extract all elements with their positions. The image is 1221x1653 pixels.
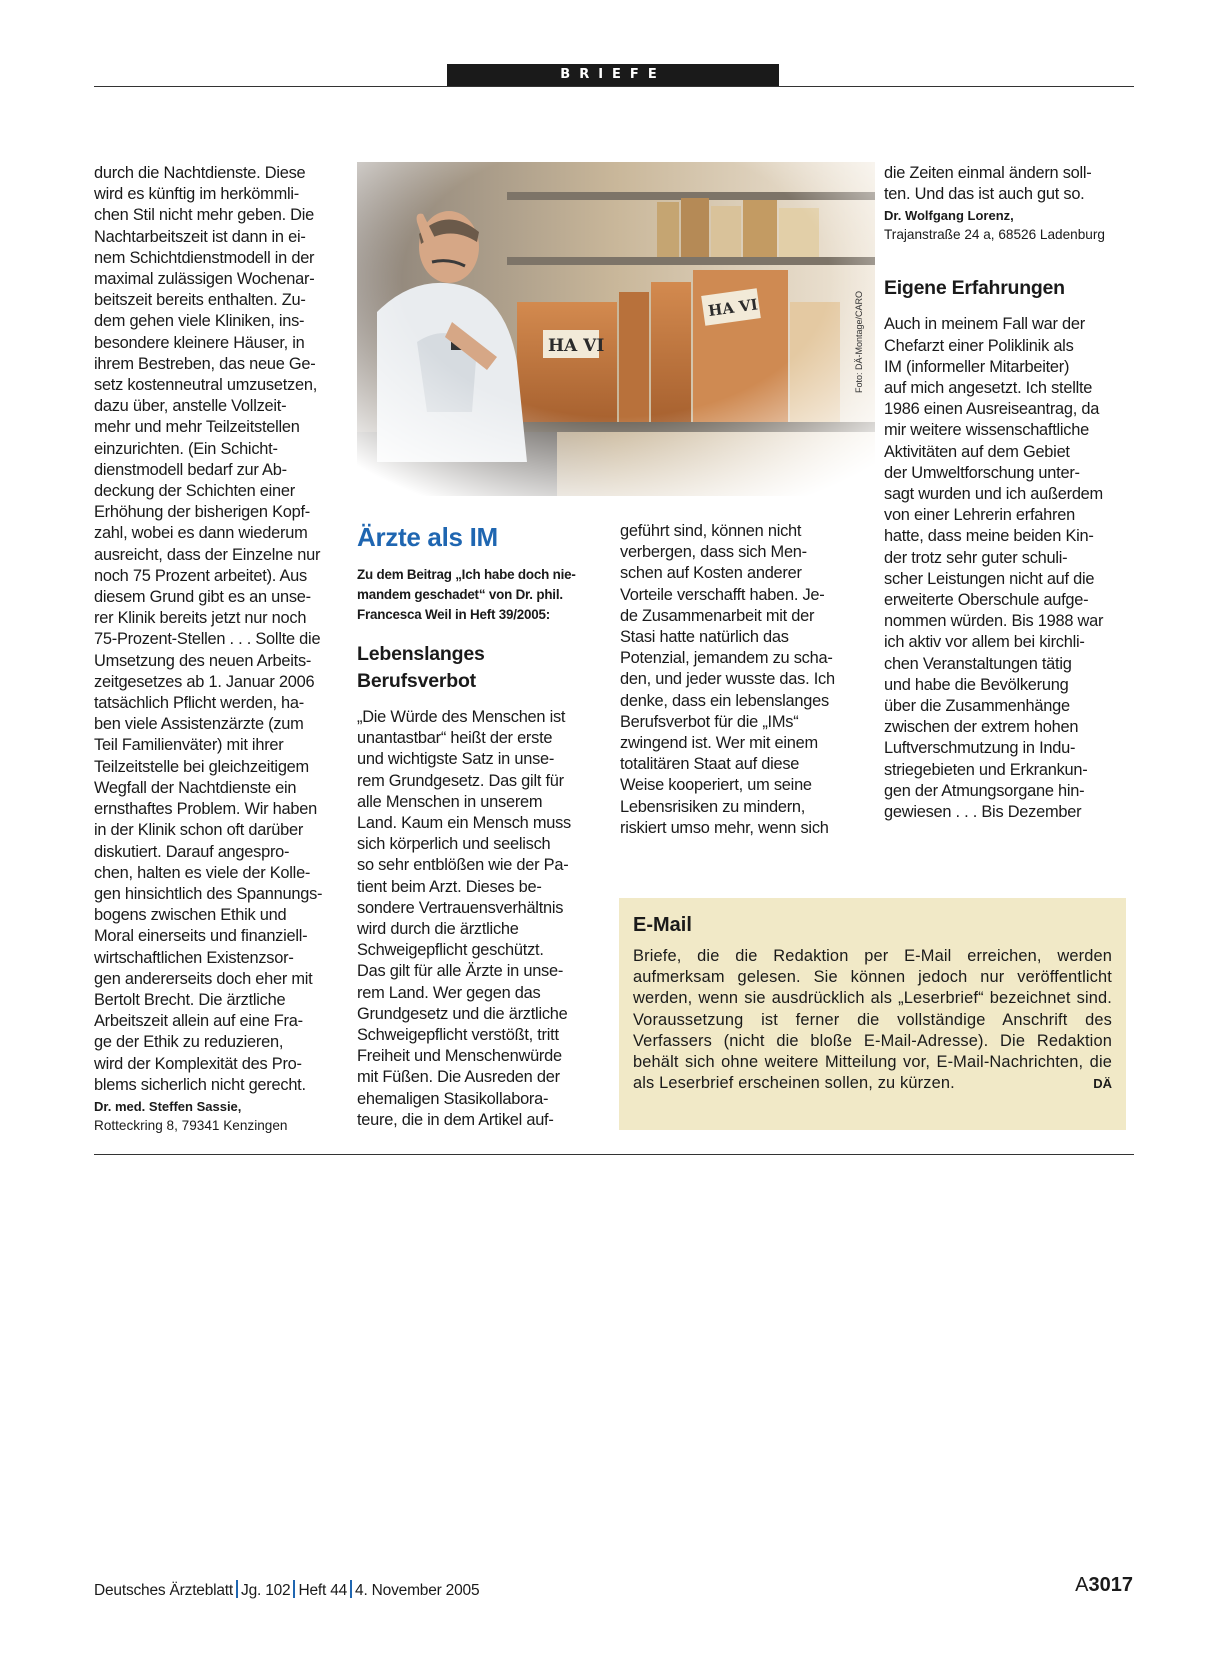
photo-credit: Foto: DÄ-Montage/CARO [854, 290, 864, 393]
letter-lorenz-and-eigene [884, 163, 1134, 823]
footer-separator [236, 1580, 238, 1598]
letter-body-part1: „Die Würde des Menschen ist unantastbar“ heißt der erste und wichtigste Satz in unse- rem Grundgesetz. Das gilt für alle Menschen in unserem Land. Kaum ein Mensch muss sich körperlich und seelisch so sehr entblößen wie der Pa- tient beim Arzt. Dieses be- sondere Vertrauensverhältnis wird durch die ärztliche Schweigepflicht geschützt. Das gilt für alle Ärzte in unse- rem Land. Wer gegen das Grundgesetz und die ärztliche Schweigepflicht verstößt, tritt Freiheit und Menschenwürde mit Füßen. Die Ausreden der ehemaligen Stasikollabora- teure, die in dem Artikel auf- [357, 708, 571, 1129]
letter-body-part3: die Zeiten einmal ändern soll- ten. Und das ist auch gut so. [884, 164, 1092, 204]
footer-volume: Jg. 102 [241, 1582, 291, 1599]
article-headline: Ärzte als IM [357, 522, 498, 552]
letter-eigene-subhead: Eigene Erfahrungen [884, 277, 1065, 300]
footer-date: 4. November 2005 [355, 1582, 480, 1599]
article-lead: Zu dem Beitrag „Ich habe doch nie- mandem geschadet“ von Dr. phil. Francesca Weil in Heft 39/2005: [357, 567, 576, 622]
letter-sassie-address: Rotteckring 8, 79341 Kenzingen [94, 1117, 288, 1133]
section-header: BRIEFE [447, 64, 779, 86]
top-rule [94, 86, 1134, 87]
letter-lorenz-address: Trajanstraße 24 a, 68526 Ladenburg [884, 227, 1105, 243]
footer-separator [350, 1580, 352, 1598]
page-number [1075, 1574, 1133, 1597]
email-info-box [619, 898, 1126, 1130]
letter-article-col1 [357, 521, 609, 1131]
page-number-value: 3017 [1088, 1574, 1133, 1596]
letter-sassie [94, 163, 344, 1136]
footer-publication: Deutsches Ärzteblatt [94, 1582, 234, 1599]
email-box-text: Briefe, die die Redaktion per E-Mail erreichen, werden aufmerksam gelesen. Sie können jedoch nur veröffentlicht werden, wenn sie ausdrücklich als „Leserbrief“ bezeichnet sind. Voraussetzung ist ferner die vollständige Anschrift des Verfassers (nicht die bloße E-Mail-Adresse). Die Redaktion behält sich ohne weitere Mitteilung vor, E-Mail-Nachrichten, die als Leserbrief erscheinen sollen, zu kürzen. [633, 947, 1112, 1093]
letter-subhead: Lebenslanges Berufsverbot [357, 643, 485, 692]
email-box-sign: DÄ [1093, 1076, 1112, 1092]
letter-eigene-body: Auch in meinem Fall war der Chefarzt einer Poliklinik als IM (informeller Mitarbeiter) auf mich angesetzt. Ich stellte 1986 einen Ausreiseantrag, da mir weitere wissenschaftliche Aktivitäten auf dem Gebiet der Umweltforschung unter- sagt wurden und ich außerdem von einer Lehrerin erfahren hatte, dass meine beiden Kin- der trotz sehr guter schuli- scher Leistungen nicht auf die erweiterte Oberschule aufge- nommen würden. Bis 1988 war ich aktiv vor allem bei kirchli- chen Veranstaltungen tätig und habe die Bevölkerung über die Zusammenhänge zwischen der extrem hohen Luftverschmutzung in Indu- striegebieten und Erkrankun- gen der Atmungsorgane hin- gewiesen . . . Bis Dezember [884, 315, 1104, 822]
footer-issue: Heft 44 [298, 1582, 348, 1599]
bottom-rule [94, 1154, 1134, 1155]
letter-sassie-author: Dr. med. Steffen Sassie, [94, 1098, 242, 1114]
page-number-prefix: A [1075, 1574, 1089, 1596]
letter-article-col2 [620, 521, 870, 839]
letter-lorenz-author: Dr. Wolfgang Lorenz, [884, 208, 1014, 224]
email-box-title: E-Mail [633, 914, 692, 936]
letter-sassie-body: durch die Nachtdienste. Diese wird es künftig im herkömmli- chen Stil nicht mehr geben. Die Nachtarbeitszeit ist dann in ei- nem Schichtdienstmodell in der maximal zulässigen Wochenar- beitszeit bereits enthalten. Zu- dem gehen viele Kliniken, ins- besondere kleinere Häuser, in ihrem Bestreben, das neue Ge- setz kostenneutral umzusetzen, dazu über, anstelle Vollzeit- mehr und mehr Teilzeitstellen einzurichten. (Ein Schicht- dienstmodell bedarf zur Ab- deckung der Schichten einer Erhöhung der bisherigen Kopf- zahl, wobei es dann wiederum ausreicht, dass der Einzelne nur noch 75 Prozent arbeitet). Aus diesem Grund gibt es an unse- rer Klinik bereits jetzt nur noch 75-Prozent-Stellen . . . Sollte die Umsetzung des neuen Arbeits- zeitgesetzes ab 1. Januar 2006 tatsächlich Pflicht werden, ha- ben viele Assistenzärzte (zum Teil Familienväter) mit ihrer Teilzeitstelle bei gleichzeitigem Wegfall der Nachtdienste ein ernsthaftes Problem. Wir haben in der Klinik schon oft darüber diskutiert. Darauf angespro- chen, halten es viele der Kolle- gen hinsichtlich des Spannungs- bogens zwischen Ethik und Moral einerseits und finanziell- wirtschaftlichen Existenzsor- gen andererseits doch eher mit Bertolt Brecht. Die ärztliche Arbeitszeit allein auf eine Fra- ge der Ethik zu reduzieren, wird der Komplexität des Pro- blems sicherlich nicht gerecht. [94, 164, 323, 1094]
page-footer [94, 1580, 479, 1600]
archive-doctor-illustration [357, 162, 875, 496]
letter-body-part2: geführt sind, können nicht verbergen, dass sich Men- schen auf Kosten anderer Vorteile verschafft haben. Je- de Zusammenarbeit mit der Stasi hatte natürlich das Potenzial, jemandem zu scha- den, und jeder wusste das. Ich denke, dass ein lebenslanges Berufsverbot für die „IMs“ zwingend ist. Wer mit einem totalitären Staat auf diese Weise kooperiert, um seine Lebensrisiken zu mindern, riskiert umso mehr, wenn sich [620, 522, 835, 837]
article-photo [357, 162, 875, 496]
footer-separator [293, 1580, 295, 1598]
